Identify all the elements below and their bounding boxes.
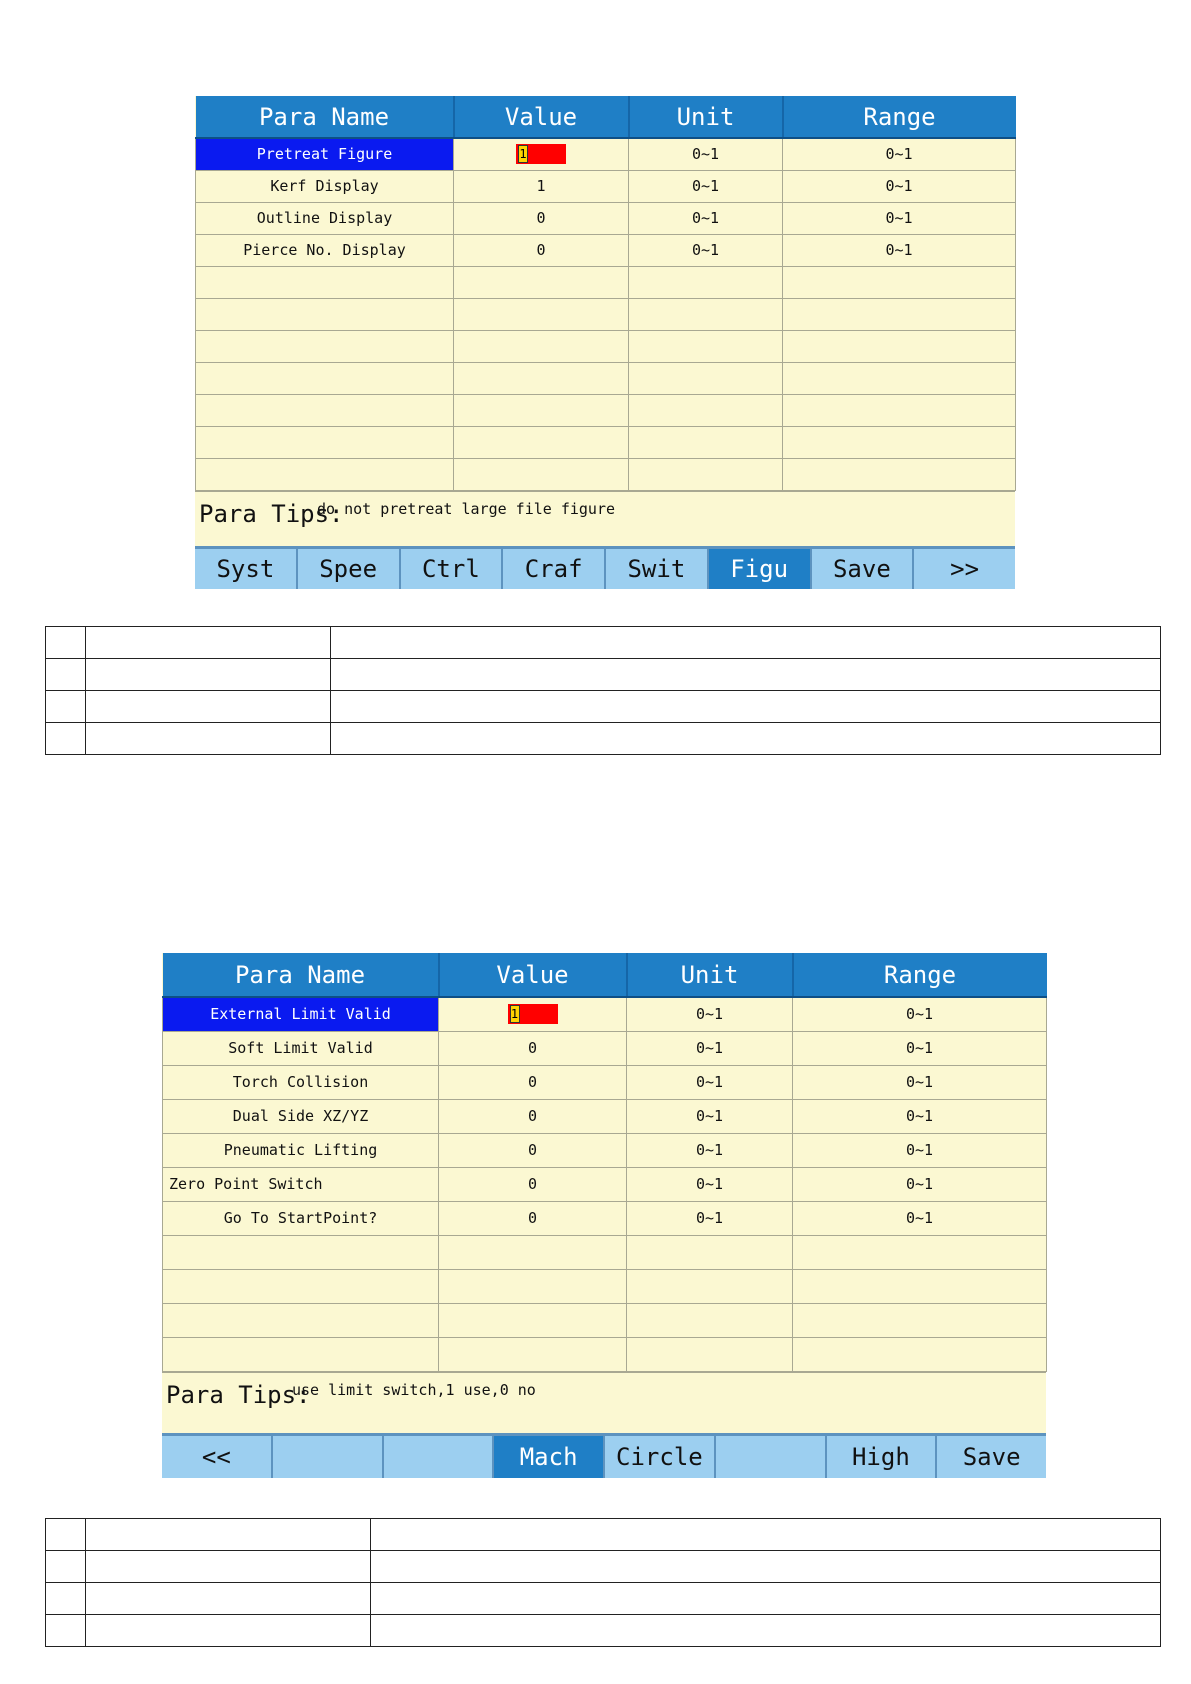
blank-table xyxy=(45,1518,1161,1647)
empty-row xyxy=(196,266,1016,298)
softkey-spee[interactable]: Spee xyxy=(298,549,401,589)
param-unit: 0~1 xyxy=(627,1201,793,1235)
empty-row xyxy=(163,1235,1047,1269)
table-row xyxy=(46,1615,1161,1647)
value-input[interactable] xyxy=(516,144,566,164)
param-unit: 0~1 xyxy=(627,1099,793,1133)
col-header-range: Range xyxy=(783,96,1016,138)
empty-row xyxy=(196,362,1016,394)
table-row[interactable] xyxy=(163,1133,1047,1167)
softkey-circle[interactable]: Circle xyxy=(605,1436,716,1478)
value-input[interactable] xyxy=(508,1004,558,1024)
text-cursor: 1 xyxy=(510,1007,519,1022)
table-row[interactable] xyxy=(163,1099,1047,1133)
empty-row xyxy=(163,1303,1047,1337)
table-row[interactable] xyxy=(196,202,1016,234)
softkey-prev[interactable]: << xyxy=(162,1436,273,1478)
empty-row xyxy=(163,1269,1047,1303)
empty-row xyxy=(163,1337,1047,1371)
param-range: 0~1 xyxy=(793,1167,1047,1201)
table-row xyxy=(46,1551,1161,1583)
table-row[interactable] xyxy=(163,997,1047,1031)
param-name[interactable]: Pretreat Figure xyxy=(196,138,454,170)
col-header-unit: Unit xyxy=(627,953,793,997)
empty-row xyxy=(196,298,1016,330)
param-value[interactable]: 0 xyxy=(439,1133,627,1167)
param-range: 0~1 xyxy=(793,1031,1047,1065)
param-value[interactable]: 0 xyxy=(454,202,629,234)
table-row[interactable] xyxy=(196,170,1016,202)
param-name[interactable]: Go To StartPoint? xyxy=(163,1201,439,1235)
table-row xyxy=(46,659,1161,691)
param-unit: 0~1 xyxy=(627,1031,793,1065)
param-range: 0~1 xyxy=(793,1133,1047,1167)
param-panel-machine xyxy=(162,953,1046,1478)
param-range: 0~1 xyxy=(783,202,1016,234)
param-value[interactable]: 1 xyxy=(454,170,629,202)
softkey-next[interactable]: >> xyxy=(950,554,980,583)
col-header-name: Para Name xyxy=(196,96,454,138)
param-range: 0~1 xyxy=(793,1201,1047,1235)
function-key-bar xyxy=(162,1433,1046,1478)
col-header-range: Range xyxy=(793,953,1047,997)
param-value[interactable]: 0 xyxy=(439,1031,627,1065)
param-name[interactable]: Kerf Display xyxy=(196,170,454,202)
softkey-empty[interactable] xyxy=(384,1436,495,1478)
value-edit-field[interactable] xyxy=(439,997,627,1031)
param-unit: 0~1 xyxy=(629,234,783,266)
para-tips-label: Para Tips: xyxy=(199,499,344,528)
text-cursor: 1 xyxy=(519,147,527,162)
empty-row xyxy=(196,458,1016,490)
param-panel-figure xyxy=(195,96,1015,589)
col-header-name: Para Name xyxy=(163,953,439,997)
param-value[interactable]: 0 xyxy=(454,234,629,266)
para-tips-text: use limit switch,1 use,0 no xyxy=(292,1380,536,1399)
col-header-unit: Unit xyxy=(629,96,783,138)
table-row xyxy=(46,1519,1161,1551)
para-tips-text: do not pretreat large file figure xyxy=(317,499,616,518)
table-row[interactable] xyxy=(196,234,1016,266)
param-value[interactable]: 0 xyxy=(439,1065,627,1099)
param-value[interactable]: 0 xyxy=(439,1099,627,1133)
table-row xyxy=(46,691,1161,723)
softkey-syst[interactable]: Syst xyxy=(195,549,298,589)
function-key-bar xyxy=(195,546,1015,589)
param-table xyxy=(162,953,1047,1372)
param-name[interactable]: Outline Display xyxy=(196,202,454,234)
param-name[interactable]: Zero Point Switch xyxy=(163,1167,439,1201)
param-range: 0~1 xyxy=(793,1065,1047,1099)
table-row xyxy=(46,1583,1161,1615)
param-name[interactable]: Soft Limit Valid xyxy=(163,1031,439,1065)
table-row[interactable] xyxy=(196,138,1016,170)
table-row xyxy=(46,627,1161,659)
softkey-craf[interactable]: Craf xyxy=(503,549,606,589)
table-row[interactable] xyxy=(163,1201,1047,1235)
param-table xyxy=(195,96,1016,491)
param-range: 0~1 xyxy=(783,138,1016,170)
blank-table xyxy=(45,626,1161,755)
empty-row xyxy=(196,394,1016,426)
param-range: 0~1 xyxy=(783,234,1016,266)
softkey-empty[interactable] xyxy=(273,1436,384,1478)
para-tips-label: Para Tips: xyxy=(166,1380,311,1409)
softkey-mach[interactable]: Mach xyxy=(494,1436,605,1478)
param-range: 0~1 xyxy=(793,1099,1047,1133)
param-unit: 0~1 xyxy=(627,1133,793,1167)
param-name[interactable]: Torch Collision xyxy=(163,1065,439,1099)
param-unit: 0~1 xyxy=(629,170,783,202)
softkey-high[interactable]: High xyxy=(827,1436,938,1478)
param-name[interactable]: Pierce No. Display xyxy=(196,234,454,266)
empty-row xyxy=(196,330,1016,362)
param-unit: 0~1 xyxy=(627,997,793,1031)
param-range: 0~1 xyxy=(793,997,1047,1031)
param-name[interactable]: Pneumatic Lifting xyxy=(163,1133,439,1167)
param-name[interactable]: Dual Side XZ/YZ xyxy=(163,1099,439,1133)
table-row[interactable] xyxy=(163,1065,1047,1099)
table-row[interactable] xyxy=(163,1167,1047,1201)
param-value[interactable]: 0 xyxy=(439,1201,627,1235)
softkey-empty[interactable] xyxy=(716,1436,827,1478)
softkey-ctrl[interactable]: Ctrl xyxy=(401,549,504,589)
param-unit: 0~1 xyxy=(627,1065,793,1099)
softkey-figu[interactable]: Figu xyxy=(709,549,812,589)
value-edit-field[interactable] xyxy=(454,138,629,170)
table-row[interactable] xyxy=(163,1031,1047,1065)
col-header-value: Value xyxy=(439,953,627,997)
param-unit: 0~1 xyxy=(629,202,783,234)
para-tips xyxy=(195,491,1015,546)
softkey-save[interactable]: Save xyxy=(962,1442,1021,1471)
param-unit: 0~1 xyxy=(627,1167,793,1201)
para-tips xyxy=(162,1372,1046,1433)
param-range: 0~1 xyxy=(783,170,1016,202)
col-header-value: Value xyxy=(454,96,629,138)
empty-row xyxy=(196,426,1016,458)
param-name[interactable]: External Limit Valid xyxy=(163,997,439,1031)
table-row xyxy=(46,723,1161,755)
param-value[interactable]: 0 xyxy=(439,1167,627,1201)
softkey-swit[interactable]: Swit xyxy=(606,549,709,589)
softkey-save[interactable]: Save xyxy=(812,549,915,589)
param-unit: 0~1 xyxy=(629,138,783,170)
